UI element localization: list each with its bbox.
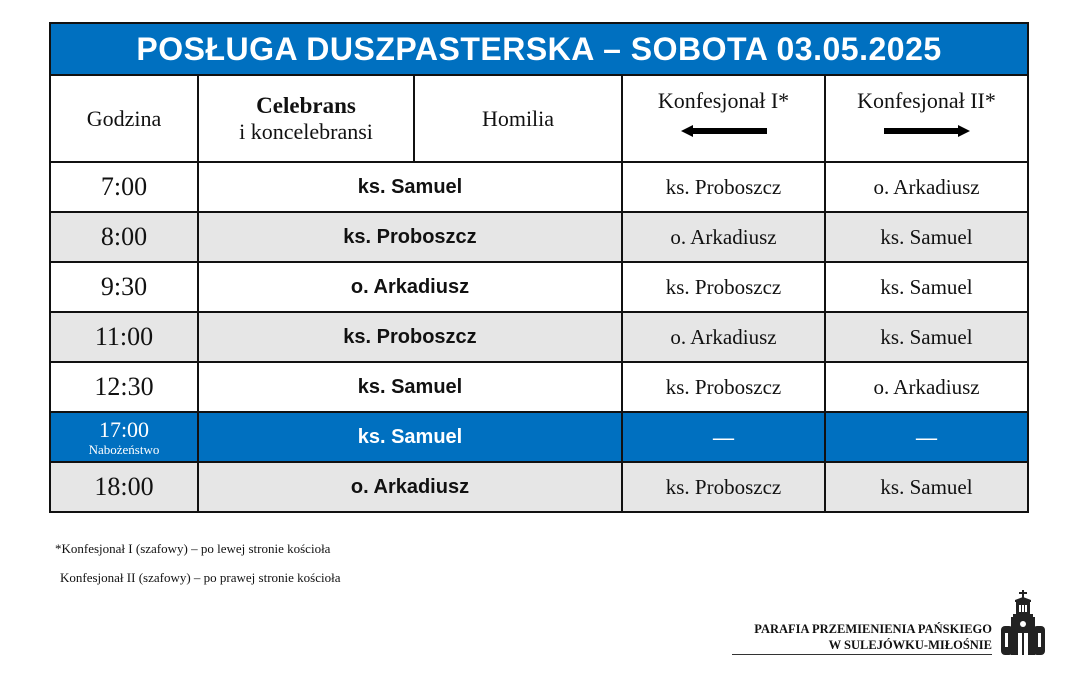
header-conf1 (622, 75, 825, 162)
conf2-cell: — (825, 412, 1028, 462)
service-note: Nabożeństwo (88, 441, 160, 457)
header-row (50, 75, 1028, 162)
time-cell: 12:30 (50, 362, 198, 412)
logo-divider (732, 654, 992, 655)
church-icon (998, 588, 1048, 658)
conf2-cell: ks. Samuel (825, 212, 1028, 262)
table-row (50, 262, 1028, 312)
conf1-cell: ks. Proboszcz (622, 462, 825, 512)
conf2-cell: ks. Samuel (825, 462, 1028, 512)
conf1-cell: o. Arkadiusz (622, 312, 825, 362)
conf2-cell: ks. Samuel (825, 312, 1028, 362)
conf1-cell: ks. Proboszcz (622, 162, 825, 212)
footnote: Konfesjonał II (szafowy) – po prawej stronie kościoła (60, 570, 341, 585)
conf2-cell: o. Arkadiusz (825, 162, 1028, 212)
table-row (50, 162, 1028, 212)
conf1-cell: ks. Proboszcz (622, 262, 825, 312)
time-cell (50, 412, 198, 462)
page-title: POSŁUGA DUSZPASTERSKA – SOBOTA 03.05.2025 (50, 23, 1028, 75)
celebrant-cell: ks. Proboszcz (198, 212, 622, 262)
conf2-cell: ks. Samuel (825, 262, 1028, 312)
header-celebrant (198, 75, 414, 162)
time-cell: 11:00 (50, 312, 198, 362)
header-conf2-label: Konfesjonał II* (857, 88, 996, 113)
footnotes (55, 541, 341, 599)
celebrant-cell: ks. Proboszcz (198, 312, 622, 362)
conf2-cell: o. Arkadiusz (825, 362, 1028, 412)
arrow-left-icon (681, 126, 767, 136)
conf1-cell: o. Arkadiusz (622, 212, 825, 262)
header-concelebrants-label: i koncelebransi (239, 118, 373, 144)
logo-line1: PARAFIA PRZEMIENIENIA PAŃSKIEGO (754, 622, 992, 636)
parish-logo (732, 588, 1048, 658)
header-celebrant-label: Celebrans (256, 92, 356, 118)
time-cell: 18:00 (50, 462, 198, 512)
table-row (50, 362, 1028, 412)
table-row (50, 462, 1028, 512)
table-row (50, 212, 1028, 262)
logo-line2: W SULEJÓWKU-MIŁOŚNIE (828, 638, 992, 652)
schedule-table (49, 22, 1029, 513)
celebrant-cell: o. Arkadiusz (198, 262, 622, 312)
celebrant-cell: ks. Samuel (198, 162, 622, 212)
celebrant-cell: ks. Samuel (198, 412, 622, 462)
time-cell: 8:00 (50, 212, 198, 262)
arrow-right-icon (884, 126, 970, 136)
time-cell: 7:00 (50, 162, 198, 212)
time-cell: 9:30 (50, 262, 198, 312)
time-value: 17:00 (98, 416, 150, 442)
header-time: Godzina (50, 75, 198, 162)
header-conf1-label: Konfesjonał I* (657, 88, 790, 113)
celebrant-cell: ks. Samuel (198, 362, 622, 412)
header-homily: Homilia (414, 75, 622, 162)
conf1-cell: ks. Proboszcz (622, 362, 825, 412)
footnote: *Konfesjonał I (szafowy) – po lewej stronie kościoła (55, 541, 331, 556)
table-row-highlighted (50, 412, 1028, 462)
conf1-cell: — (622, 412, 825, 462)
table-row (50, 312, 1028, 362)
celebrant-cell: o. Arkadiusz (198, 462, 622, 512)
header-conf2 (825, 75, 1028, 162)
